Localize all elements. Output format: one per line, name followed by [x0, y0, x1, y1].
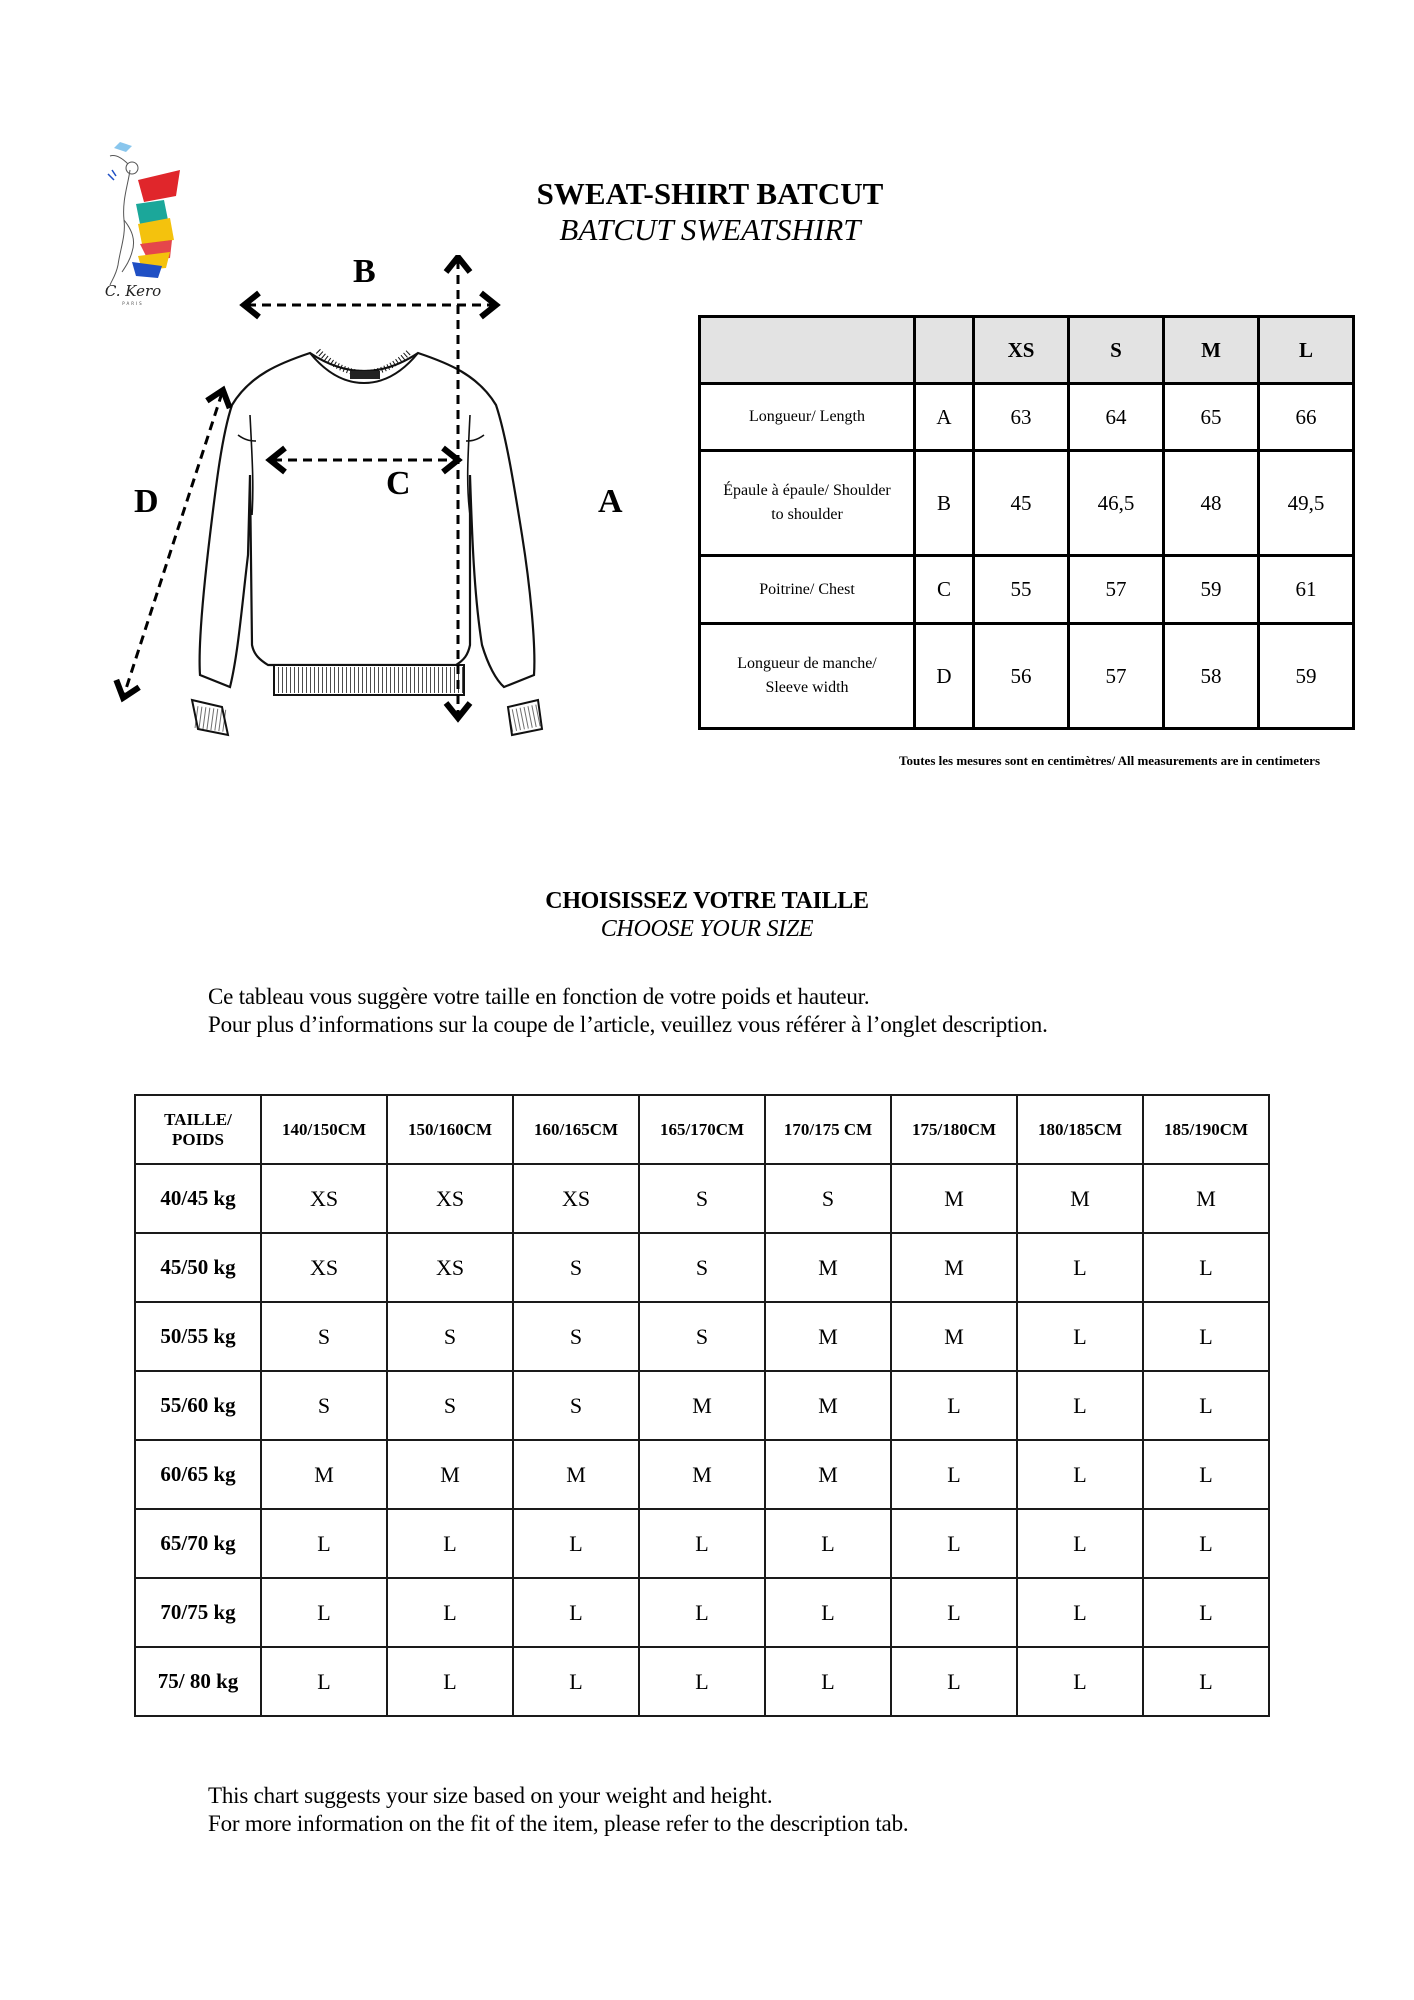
height-header: 165/170CM: [639, 1095, 765, 1164]
value-cell: 59: [1164, 556, 1259, 624]
value-cell: 57: [1069, 556, 1164, 624]
size-cell: M: [891, 1302, 1017, 1371]
measurement-table: [698, 315, 1355, 730]
size-cell: L: [1017, 1233, 1143, 1302]
weight-label: 50/55 kg: [135, 1302, 261, 1371]
size-cell: M: [387, 1440, 513, 1509]
size-cell: XS: [261, 1164, 387, 1233]
weight-row: [135, 1302, 1269, 1371]
sweatshirt-diagram: [110, 255, 630, 755]
size-cell: XS: [513, 1164, 639, 1233]
value-cell: 61: [1259, 556, 1354, 624]
size-cell: L: [261, 1509, 387, 1578]
weight-row: [135, 1647, 1269, 1716]
size-cell: S: [261, 1371, 387, 1440]
size-cell: L: [765, 1509, 891, 1578]
size-cell: M: [639, 1371, 765, 1440]
value-cell: 48: [1164, 451, 1259, 556]
title-english: BATCUT SWEATSHIRT: [559, 212, 861, 247]
value-cell: 57: [1069, 624, 1164, 729]
value-cell: 46,5: [1069, 451, 1164, 556]
size-cell: L: [387, 1647, 513, 1716]
size-guide-heading: [0, 887, 1414, 943]
size-cell: S: [387, 1371, 513, 1440]
value-cell: 49,5: [1259, 451, 1354, 556]
height-header: 140/150CM: [261, 1095, 387, 1164]
size-cell: L: [1017, 1302, 1143, 1371]
size-cell: L: [765, 1647, 891, 1716]
value-cell: 65: [1164, 384, 1259, 451]
brand-wordmark: C. Kero: [104, 282, 162, 300]
row-label: Épaule à épaule/ Shoulder to shoulder: [700, 451, 915, 556]
value-cell: 63: [974, 384, 1069, 451]
size-cell: S: [261, 1302, 387, 1371]
outro-line-1: This chart suggests your size based on your weight and height.: [208, 1783, 773, 1808]
value-cell: 55: [974, 556, 1069, 624]
size-cell: L: [639, 1578, 765, 1647]
corner-line-1: TAILLE/: [164, 1109, 232, 1129]
measurement-row: [700, 556, 1354, 624]
size-cell: M: [891, 1164, 1017, 1233]
brand-subtitle: PARIS: [122, 301, 144, 306]
label-c: C: [386, 465, 411, 502]
row-label: Longueur de manche/ Sleeve width: [700, 624, 915, 729]
height-header: 180/185CM: [1017, 1095, 1143, 1164]
row-code: C: [915, 556, 974, 624]
size-cell: L: [1017, 1440, 1143, 1509]
weight-row: [135, 1440, 1269, 1509]
corner-line-2: POIDS: [172, 1129, 224, 1149]
size-cell: L: [765, 1578, 891, 1647]
size-cell: L: [387, 1578, 513, 1647]
weight-label: 65/70 kg: [135, 1509, 261, 1578]
label-a: A: [598, 483, 623, 520]
weight-label: 70/75 kg: [135, 1578, 261, 1647]
size-cell: L: [1143, 1509, 1269, 1578]
size-cell: L: [1143, 1647, 1269, 1716]
size-cell: S: [513, 1233, 639, 1302]
size-cell: L: [891, 1647, 1017, 1716]
weight-label: 40/45 kg: [135, 1164, 261, 1233]
size-cell: L: [1017, 1647, 1143, 1716]
size-cell: L: [1143, 1233, 1269, 1302]
sweatshirt-outline-icon: [110, 255, 630, 755]
size-cell: S: [513, 1302, 639, 1371]
label-d: D: [134, 483, 159, 520]
height-header: 170/175 CM: [765, 1095, 891, 1164]
size-cell: M: [639, 1440, 765, 1509]
height-header: 150/160CM: [387, 1095, 513, 1164]
header-size-xs: XS: [974, 317, 1069, 384]
corner-cell: [135, 1095, 261, 1164]
weight-row: [135, 1164, 1269, 1233]
weight-row: [135, 1233, 1269, 1302]
size-cell: L: [891, 1578, 1017, 1647]
product-title: [470, 176, 950, 248]
weight-label: 45/50 kg: [135, 1233, 261, 1302]
value-cell: 58: [1164, 624, 1259, 729]
size-guide-title-french: CHOISISSEZ VOTRE TAILLE: [545, 888, 869, 914]
intro-line-2: Pour plus d’informations sur la coupe de l’article, veuillez vous référer à l’onglet description.: [208, 1012, 1048, 1037]
size-cell: L: [513, 1578, 639, 1647]
size-cell: L: [639, 1647, 765, 1716]
size-cell: L: [1143, 1371, 1269, 1440]
weight-row: [135, 1509, 1269, 1578]
size-cell: M: [261, 1440, 387, 1509]
size-cell: L: [891, 1440, 1017, 1509]
height-header: 160/165CM: [513, 1095, 639, 1164]
title-french: SWEAT-SHIRT BATCUT: [536, 176, 884, 211]
value-cell: 66: [1259, 384, 1354, 451]
size-recommendation-table: [134, 1094, 1270, 1717]
measurement-header-row: [700, 317, 1354, 384]
label-b: B: [353, 253, 376, 290]
height-header: 185/190CM: [1143, 1095, 1269, 1164]
size-cell: L: [1143, 1440, 1269, 1509]
size-cell: M: [891, 1233, 1017, 1302]
weight-label: 55/60 kg: [135, 1371, 261, 1440]
size-cell: L: [387, 1509, 513, 1578]
size-cell: L: [639, 1509, 765, 1578]
size-cell: M: [765, 1440, 891, 1509]
header-size-s: S: [1069, 317, 1164, 384]
size-cell: M: [765, 1371, 891, 1440]
size-cell: L: [891, 1371, 1017, 1440]
size-cell: L: [1017, 1509, 1143, 1578]
header-size-l: L: [1259, 317, 1354, 384]
size-cell: L: [1017, 1578, 1143, 1647]
header-blank: [700, 317, 915, 384]
measurement-row: [700, 384, 1354, 451]
size-cell: L: [261, 1578, 387, 1647]
size-cell: L: [1017, 1371, 1143, 1440]
size-cell: L: [891, 1509, 1017, 1578]
size-guide-title-english: CHOOSE YOUR SIZE: [600, 916, 814, 942]
header-size-m: M: [1164, 317, 1259, 384]
size-cell: L: [513, 1647, 639, 1716]
intro-line-1: Ce tableau vous suggère votre taille en fonction de votre poids et hauteur.: [208, 984, 870, 1009]
size-cell: M: [765, 1233, 891, 1302]
size-rows: [135, 1164, 1269, 1716]
header-code-blank: [915, 317, 974, 384]
row-code: A: [915, 384, 974, 451]
weight-row: [135, 1371, 1269, 1440]
value-cell: 56: [974, 624, 1069, 729]
row-code: B: [915, 451, 974, 556]
measurement-note: Toutes les mesures sont en centimètres/ All measurements are in centimeters: [899, 753, 1320, 768]
size-cell: S: [639, 1164, 765, 1233]
measurement-row: [700, 624, 1354, 729]
size-cell: XS: [387, 1233, 513, 1302]
size-cell: L: [1143, 1302, 1269, 1371]
size-cell: M: [513, 1440, 639, 1509]
size-cell: L: [513, 1509, 639, 1578]
size-cell: L: [261, 1647, 387, 1716]
row-label: Longueur/ Length: [700, 384, 915, 451]
size-cell: S: [765, 1164, 891, 1233]
size-cell: XS: [387, 1164, 513, 1233]
height-header-row: [135, 1095, 1269, 1164]
size-cell: S: [513, 1371, 639, 1440]
size-cell: S: [639, 1233, 765, 1302]
measurement-row: [700, 451, 1354, 556]
row-code: D: [915, 624, 974, 729]
size-cell: S: [387, 1302, 513, 1371]
size-cell: M: [1017, 1164, 1143, 1233]
weight-label: 60/65 kg: [135, 1440, 261, 1509]
weight-row: [135, 1578, 1269, 1647]
value-cell: 45: [974, 451, 1069, 556]
size-cell: M: [1143, 1164, 1269, 1233]
weight-label: 75/ 80 kg: [135, 1647, 261, 1716]
size-guide-intro: [208, 983, 1048, 1039]
size-cell: M: [765, 1302, 891, 1371]
size-cell: L: [1143, 1578, 1269, 1647]
size-cell: S: [639, 1302, 765, 1371]
size-cell: XS: [261, 1233, 387, 1302]
size-guide-outro: [208, 1782, 908, 1838]
outro-line-2: For more information on the fit of the item, please refer to the description tab.: [208, 1811, 909, 1836]
row-label: Poitrine/ Chest: [700, 556, 915, 624]
value-cell: 64: [1069, 384, 1164, 451]
height-header: 175/180CM: [891, 1095, 1017, 1164]
value-cell: 59: [1259, 624, 1354, 729]
